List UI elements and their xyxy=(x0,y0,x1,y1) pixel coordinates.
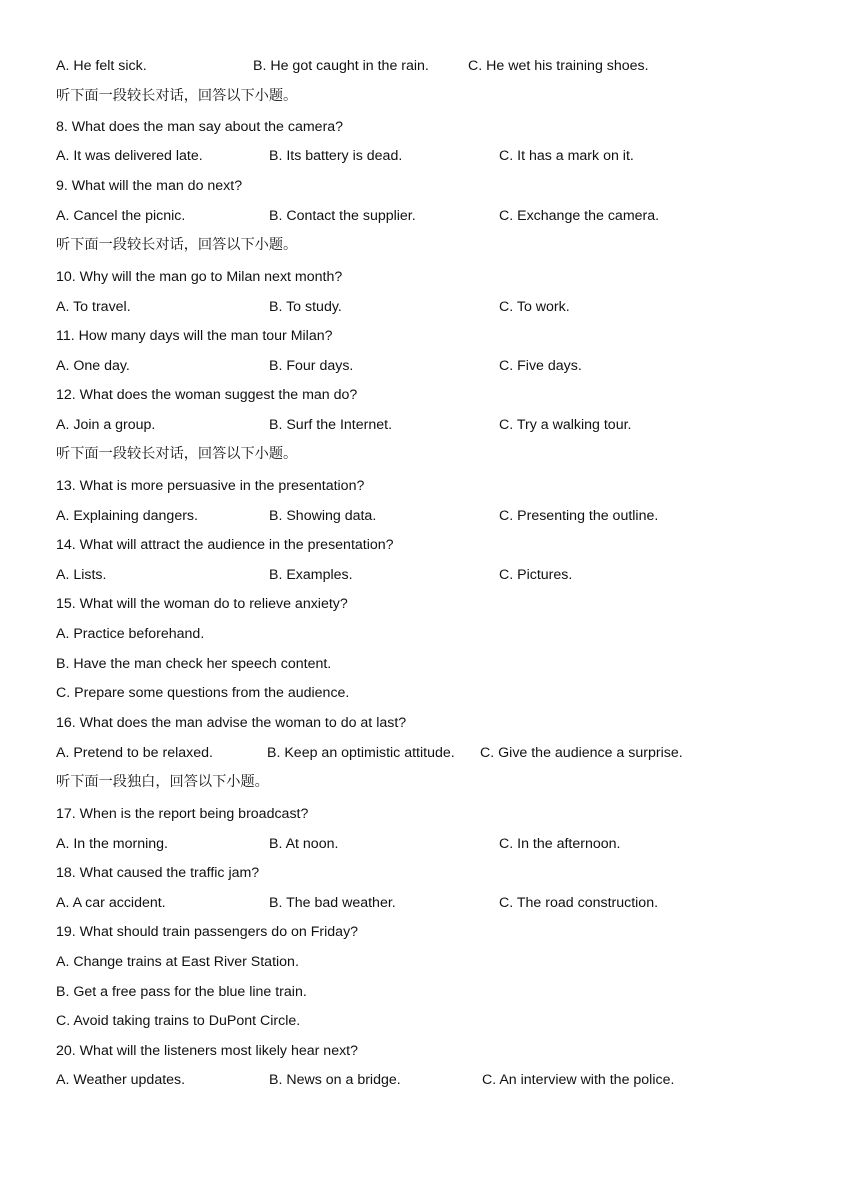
q18-option-c: C. The road construction. xyxy=(499,895,659,911)
q11-option-c: C. Five days. xyxy=(499,358,582,374)
q20-option-c: C. An interview with the police. xyxy=(482,1072,675,1088)
q12-option-b: B. Surf the Internet. xyxy=(269,417,393,433)
q18-stem: 18. What caused the traffic jam? xyxy=(56,865,260,881)
q15-option-a: A. Practice beforehand. xyxy=(56,626,205,642)
q17-option-a: A. In the morning. xyxy=(56,836,168,852)
q9-stem: 9. What will the man do next? xyxy=(56,178,243,194)
q10-stem: 10. Why will the man go to Milan next month? xyxy=(56,269,343,285)
q18-option-a: A. A car accident. xyxy=(56,895,166,911)
q11-option-b: B. Four days. xyxy=(269,358,354,374)
q12-option-c: C. Try a walking tour. xyxy=(499,417,632,433)
q8-option-b: B. Its battery is dead. xyxy=(269,148,403,164)
q9-option-c: C. Exchange the camera. xyxy=(499,208,660,224)
q19-stem: 19. What should train passengers do on Friday? xyxy=(56,924,359,940)
section-instruction: 听下面一段独白，回答以下小题。 xyxy=(56,774,269,790)
q10-option-b: B. To study. xyxy=(269,299,342,315)
q9-option-b: B. Contact the supplier. xyxy=(269,208,416,224)
q13-option-a: A. Explaining dangers. xyxy=(56,508,198,524)
q14-option-b: B. Examples. xyxy=(269,567,353,583)
section-instruction: 听下面一段较长对话，回答以下小题。 xyxy=(56,237,298,253)
q15-stem: 15. What will the woman do to relieve anxiety? xyxy=(56,596,348,612)
q17-option-b: B. At noon. xyxy=(269,836,339,852)
q13-option-b: B. Showing data. xyxy=(269,508,377,524)
q15-option-b: B. Have the man check her speech content. xyxy=(56,656,332,672)
q20-option-b: B. News on a bridge. xyxy=(269,1072,401,1088)
q18-option-b: B. The bad weather. xyxy=(269,895,396,911)
q12-stem: 12. What does the woman suggest the man do? xyxy=(56,387,358,403)
q8-stem: 8. What does the man say about the camera? xyxy=(56,119,344,135)
q17-stem: 17. When is the report being broadcast? xyxy=(56,806,309,822)
q19-option-c: C. Avoid taking trains to DuPont Circle. xyxy=(56,1013,301,1029)
q7-option-c: C. He wet his training shoes. xyxy=(468,58,649,74)
q11-option-a: A. One day. xyxy=(56,358,130,374)
q13-stem: 13. What is more persuasive in the presentation? xyxy=(56,478,365,494)
q16-option-a: A. Pretend to be relaxed. xyxy=(56,745,213,761)
q10-option-c: C. To work. xyxy=(499,299,570,315)
section-instruction: 听下面一段较长对话，回答以下小题。 xyxy=(56,446,298,462)
q16-option-b: B. Keep an optimistic attitude. xyxy=(267,745,455,761)
q9-option-a: A. Cancel the picnic. xyxy=(56,208,186,224)
q7-option-b: B. He got caught in the rain. xyxy=(253,58,429,74)
section-instruction: 听下面一段较长对话，回答以下小题。 xyxy=(56,88,298,104)
q14-stem: 14. What will attract the audience in the presentation? xyxy=(56,537,394,553)
q16-stem: 16. What does the man advise the woman to do at last? xyxy=(56,715,407,731)
q12-option-a: A. Join a group. xyxy=(56,417,156,433)
q8-option-a: A. It was delivered late. xyxy=(56,148,203,164)
q20-stem: 20. What will the listeners most likely hear next? xyxy=(56,1043,359,1059)
q17-option-c: C. In the afternoon. xyxy=(499,836,621,852)
q14-option-a: A. Lists. xyxy=(56,567,107,583)
q16-option-c: C. Give the audience a surprise. xyxy=(480,745,683,761)
q19-option-b: B. Get a free pass for the blue line train. xyxy=(56,984,307,1000)
q20-option-a: A. Weather updates. xyxy=(56,1072,186,1088)
q13-option-c: C. Presenting the outline. xyxy=(499,508,659,524)
q11-stem: 11. How many days will the man tour Milan? xyxy=(56,328,333,344)
q8-option-c: C. It has a mark on it. xyxy=(499,148,634,164)
q15-option-c: C. Prepare some questions from the audience. xyxy=(56,685,350,701)
q7-option-a: A. He felt sick. xyxy=(56,58,147,74)
q10-option-a: A. To travel. xyxy=(56,299,131,315)
q14-option-c: C. Pictures. xyxy=(499,567,573,583)
q19-option-a: A. Change trains at East River Station. xyxy=(56,954,299,970)
